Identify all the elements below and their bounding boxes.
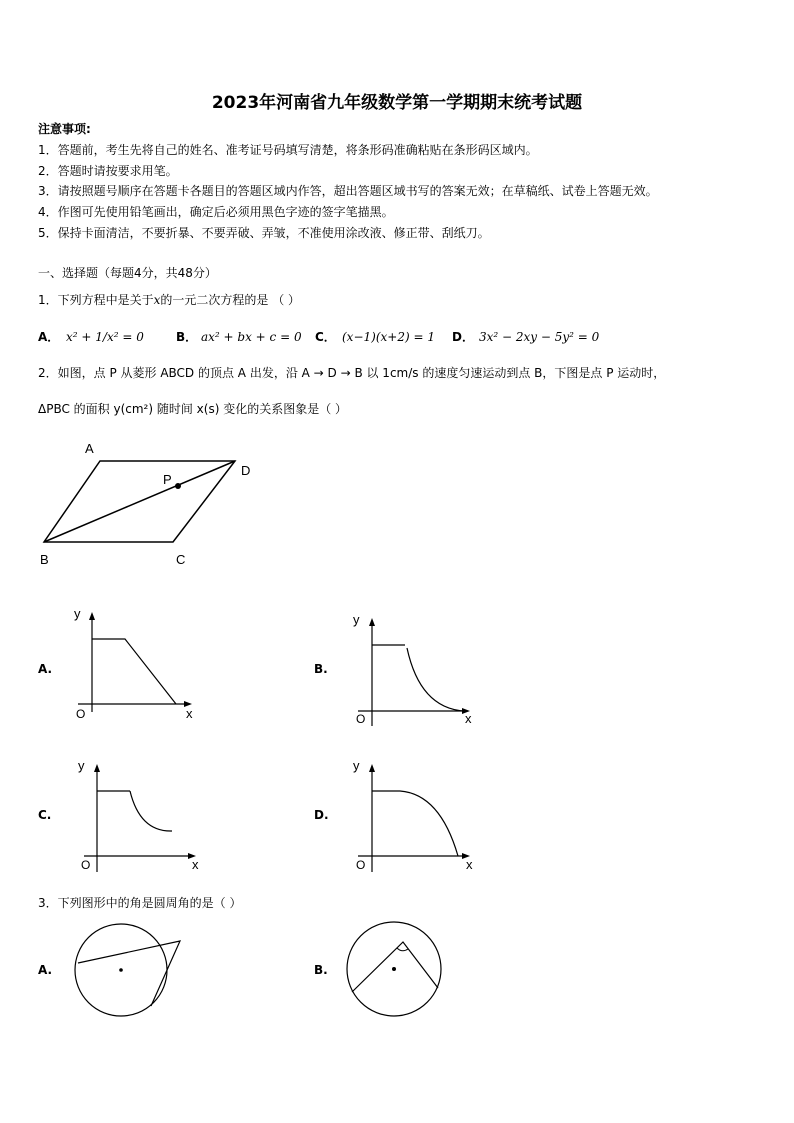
q1-option-d-text: 3x² − 2xy − 5y² = 0: [479, 330, 600, 344]
y-axis-arrow: [89, 612, 95, 620]
q3-figure-a: [66, 920, 196, 1020]
q2-option-d-label: D.: [314, 808, 329, 822]
y-axis-arrow: [94, 764, 100, 772]
origin-label: O: [81, 858, 91, 872]
notice-item: 5．保持卡面清洁，不要折暴、不要弄破、弄皱，不准使用涂改液、修正带、刮纸刀。: [38, 226, 490, 240]
rhombus-figure: [30, 432, 270, 577]
circle-center: [392, 967, 396, 971]
vertex-a-label: A: [85, 441, 94, 456]
q2-stem-line1: 2．如图，点 P 从菱形 ABCD 的顶点 A 出发，沿 A → D → B 以 1cm/s 的速度匀速运动到点 B，下图是点 P 运动时，: [38, 366, 666, 380]
notice-item: 1．答题前，考生先将自己的姓名、准考证号码填写清楚，将条形码准确粘贴在条形码区域内。: [38, 143, 538, 157]
notice-heading: 注意事项:: [38, 122, 91, 136]
notice-item: 3．请按照题号顺序在答题卡各题目的答题区域内作答，超出答题区域书写的答案无效；在草稿纸、试卷上答题无效。: [38, 184, 658, 198]
graph-d: [348, 754, 488, 884]
point-p: [175, 483, 181, 489]
q1-option-a-label: A．: [38, 330, 60, 344]
vertex-c-label: C: [176, 552, 186, 567]
curve: [92, 639, 176, 704]
q1-stem: [38, 293, 300, 307]
q1-option-a-text: x² + 1/x² = 0: [66, 330, 144, 344]
y-axis-arrow: [369, 618, 375, 626]
section-heading: 一、选择题（每题4分，共48分）: [38, 266, 217, 280]
curve: [372, 791, 458, 856]
x-label: x: [466, 857, 473, 872]
vertex-b-label: B: [40, 552, 49, 567]
y-label: y: [78, 758, 85, 773]
graph-c: [72, 754, 212, 884]
graph-b: [348, 608, 488, 738]
q1-stem-tail: 的一元二次方程的是 （ ）: [160, 293, 301, 307]
y-label: y: [353, 758, 360, 773]
y-label: y: [353, 612, 360, 627]
notice-item: 4．作图可先使用铅笔画出，确定后必须用黑色字迹的签字笔描黑。: [38, 205, 394, 219]
q3-option-b-label: B.: [314, 963, 328, 977]
q3-stem: 3．下列图形中的角是圆周角的是（ ）: [38, 896, 242, 910]
q3-figure-b: [342, 918, 452, 1022]
q1-option-b-text: ax² + bx + c = 0: [201, 330, 302, 344]
curve-decay: [407, 648, 464, 711]
angle: [78, 941, 180, 1006]
angle: [352, 942, 438, 992]
vertex-d-label: D: [241, 463, 251, 478]
q2-option-b-label: B.: [314, 662, 328, 676]
notice-item: 2．答题时请按要求用笔。: [38, 164, 178, 178]
q1-option-d-label: D．: [452, 330, 474, 344]
q1-option-b-label: B．: [176, 330, 198, 344]
y-label: y: [74, 606, 81, 621]
circle-center: [119, 968, 123, 972]
page-title: 2023年河南省九年级数学第一学期期末统考试题: [211, 93, 583, 113]
q2-option-a-label: A.: [38, 662, 53, 676]
q3-option-a-label: A.: [38, 963, 53, 977]
x-label: x: [192, 857, 199, 872]
x-label: x: [465, 711, 472, 726]
curve-decay: [130, 791, 172, 831]
origin-label: O: [356, 712, 366, 726]
y-axis-arrow: [369, 764, 375, 772]
q1-stem-text: 1．下列方程中是关于: [38, 293, 154, 307]
x-label: x: [186, 706, 193, 721]
angle-arc: [397, 948, 408, 951]
graph-a: [70, 600, 210, 730]
q2-option-c-label: C.: [38, 808, 52, 822]
origin-label: O: [356, 858, 366, 872]
point-p-label: P: [163, 472, 172, 487]
origin-label: O: [76, 707, 86, 721]
q2-stem-line2: ΔPBC 的面积 y(cm²) 随时间 x(s) 变化的关系图象是（ ）: [38, 402, 348, 416]
q1-variable: x: [153, 293, 161, 307]
q1-option-c-label: C．: [315, 330, 336, 344]
q1-option-c-text: (x−1)(x+2) = 1: [342, 330, 435, 344]
